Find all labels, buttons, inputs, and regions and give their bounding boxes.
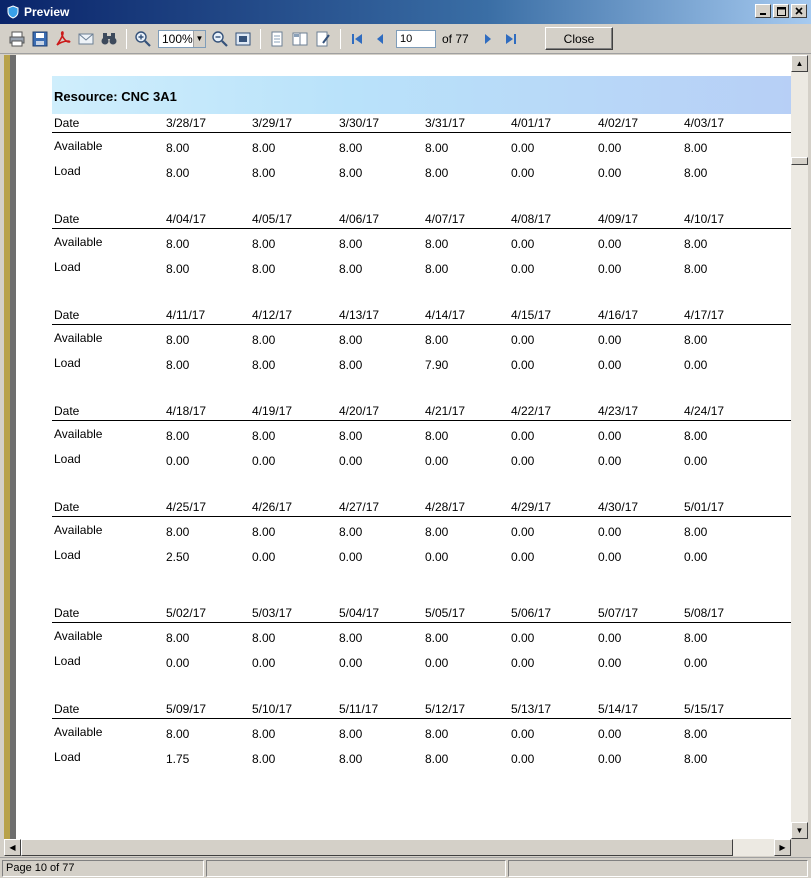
available-cell: 0.00 — [511, 631, 535, 645]
date-label: Date — [54, 404, 80, 418]
envelope-icon — [77, 30, 95, 48]
date-cell: 5/03/17 — [252, 606, 293, 620]
load-cell: 2.50 — [166, 550, 190, 564]
date-cell: 4/02/17 — [598, 116, 639, 130]
available-cell: 8.00 — [684, 141, 708, 155]
single-page-icon — [268, 30, 286, 48]
available-row — [52, 427, 791, 443]
maximize-icon — [777, 7, 786, 16]
vertical-scroll-thumb[interactable] — [791, 157, 808, 165]
date-cell: 4/05/17 — [252, 212, 293, 226]
date-label: Date — [54, 212, 80, 226]
load-label: Load — [54, 452, 81, 466]
date-cell: 4/19/17 — [252, 404, 293, 418]
available-cell: 8.00 — [166, 429, 190, 443]
load-row — [52, 356, 791, 372]
date-cell: 4/13/17 — [339, 308, 380, 322]
first-page-icon — [348, 30, 366, 48]
load-cell: 0.00 — [598, 752, 622, 766]
available-label: Available — [54, 629, 103, 643]
date-cell: 4/16/17 — [598, 308, 639, 322]
load-label: Load — [54, 548, 81, 562]
date-cell: 4/10/17 — [684, 212, 725, 226]
available-cell: 8.00 — [252, 727, 276, 741]
available-cell: 8.00 — [252, 525, 276, 539]
date-cell: 4/20/17 — [339, 404, 380, 418]
load-cell: 0.00 — [511, 752, 535, 766]
available-cell: 8.00 — [684, 429, 708, 443]
load-cell: 1.75 — [166, 752, 190, 766]
load-cell: 0.00 — [598, 550, 622, 564]
find-button[interactable] — [98, 28, 120, 50]
load-label: Load — [54, 750, 81, 764]
load-cell: 8.00 — [166, 166, 190, 180]
header-underline — [52, 622, 791, 623]
available-cell: 0.00 — [598, 237, 622, 251]
date-row — [52, 500, 791, 516]
available-cell: 8.00 — [252, 333, 276, 347]
date-cell: 5/05/17 — [425, 606, 466, 620]
date-cell: 4/21/17 — [425, 404, 466, 418]
available-cell: 8.00 — [252, 141, 276, 155]
load-label: Load — [54, 654, 81, 668]
load-cell: 0.00 — [425, 550, 449, 564]
available-label: Available — [54, 725, 103, 739]
load-row — [52, 164, 791, 180]
status-pane-right — [508, 860, 808, 877]
load-cell: 0.00 — [511, 550, 535, 564]
status-pane-middle — [206, 860, 506, 877]
load-cell: 0.00 — [166, 454, 190, 468]
date-cell: 4/23/17 — [598, 404, 639, 418]
fit-page-icon — [234, 30, 252, 48]
available-row — [52, 523, 791, 539]
date-cell: 4/17/17 — [684, 308, 725, 322]
last-page-button[interactable] — [500, 28, 522, 50]
available-cell: 0.00 — [598, 727, 622, 741]
load-cell: 8.00 — [339, 166, 363, 180]
first-page-button[interactable] — [346, 28, 368, 50]
load-cell: 0.00 — [252, 550, 276, 564]
date-row — [52, 116, 791, 132]
available-cell: 0.00 — [511, 141, 535, 155]
two-page-icon — [291, 30, 309, 48]
horizontal-scroll-thumb[interactable] — [21, 839, 733, 856]
date-cell: 4/03/17 — [684, 116, 725, 130]
date-cell: 3/29/17 — [252, 116, 293, 130]
header-underline — [52, 718, 791, 719]
date-label: Date — [54, 606, 80, 620]
date-row — [52, 404, 791, 420]
available-cell: 8.00 — [425, 631, 449, 645]
zoom-out-button[interactable] — [209, 28, 231, 50]
printer-icon — [8, 30, 26, 48]
chevron-down-icon[interactable]: ▼ — [193, 31, 205, 47]
date-cell: 5/04/17 — [339, 606, 380, 620]
date-cell: 3/30/17 — [339, 116, 380, 130]
date-cell: 4/28/17 — [425, 500, 466, 514]
date-cell: 4/01/17 — [511, 116, 552, 130]
date-cell: 3/28/17 — [166, 116, 207, 130]
date-cell: 4/09/17 — [598, 212, 639, 226]
load-cell: 0.00 — [339, 550, 363, 564]
next-page-icon — [479, 30, 497, 48]
date-cell: 4/27/17 — [339, 500, 380, 514]
header-underline — [52, 420, 791, 421]
load-cell: 8.00 — [252, 358, 276, 372]
load-cell: 0.00 — [511, 358, 535, 372]
available-cell: 0.00 — [598, 333, 622, 347]
next-page-button[interactable] — [477, 28, 499, 50]
previous-page-icon — [371, 30, 389, 48]
date-cell: 4/25/17 — [166, 500, 207, 514]
date-cell: 4/11/17 — [166, 308, 206, 322]
load-cell: 0.00 — [511, 262, 535, 276]
save-button[interactable] — [29, 28, 51, 50]
date-row — [52, 702, 791, 718]
date-cell: 5/10/17 — [252, 702, 293, 716]
date-cell: 4/30/17 — [598, 500, 639, 514]
date-cell: 4/04/17 — [166, 212, 207, 226]
available-row — [52, 331, 791, 347]
date-cell: 5/01/17 — [684, 500, 725, 514]
load-label: Load — [54, 164, 81, 178]
toolbar-separator — [340, 29, 341, 49]
header-underline — [52, 132, 791, 133]
binoculars-icon — [100, 30, 118, 48]
available-label: Available — [54, 235, 103, 249]
two-page-button[interactable] — [289, 28, 311, 50]
close-window-button[interactable] — [791, 4, 807, 18]
date-cell: 4/24/17 — [684, 404, 725, 418]
load-cell: 8.00 — [425, 166, 449, 180]
available-cell: 8.00 — [339, 429, 363, 443]
resource-header — [52, 76, 791, 114]
date-label: Date — [54, 500, 80, 514]
available-cell: 0.00 — [511, 237, 535, 251]
page-setup-button[interactable] — [312, 28, 334, 50]
load-cell: 0.00 — [252, 656, 276, 670]
floppy-disk-icon — [31, 30, 49, 48]
load-cell: 0.00 — [166, 656, 190, 670]
date-cell: 5/07/17 — [598, 606, 639, 620]
load-cell: 0.00 — [598, 262, 622, 276]
load-cell: 0.00 — [252, 454, 276, 468]
load-cell: 8.00 — [684, 166, 708, 180]
available-cell: 8.00 — [339, 237, 363, 251]
scrollbar-corner — [791, 839, 808, 856]
date-cell: 4/18/17 — [166, 404, 207, 418]
available-cell: 8.00 — [339, 631, 363, 645]
date-row — [52, 308, 791, 324]
available-cell: 0.00 — [598, 141, 622, 155]
date-cell: 5/02/17 — [166, 606, 207, 620]
zoom-select[interactable] — [158, 30, 206, 48]
email-button[interactable] — [75, 28, 97, 50]
available-cell: 8.00 — [166, 727, 190, 741]
available-label: Available — [54, 139, 103, 153]
load-cell: 0.00 — [684, 550, 708, 564]
maximize-button[interactable] — [773, 4, 789, 18]
load-row — [52, 654, 791, 670]
load-cell: 0.00 — [425, 656, 449, 670]
header-underline — [52, 324, 791, 325]
load-cell: 0.00 — [511, 656, 535, 670]
date-cell: 4/14/17 — [425, 308, 466, 322]
last-page-icon — [502, 30, 520, 48]
date-cell: 5/13/17 — [511, 702, 552, 716]
load-label: Load — [54, 260, 81, 274]
available-cell: 8.00 — [425, 727, 449, 741]
load-label: Load — [54, 356, 81, 370]
date-label: Date — [54, 308, 80, 322]
available-cell: 8.00 — [339, 525, 363, 539]
toolbar-separator — [260, 29, 261, 49]
date-label: Date — [54, 702, 80, 716]
available-cell: 8.00 — [684, 727, 708, 741]
header-underline — [52, 516, 791, 517]
load-row — [52, 750, 791, 766]
print-button[interactable] — [6, 28, 28, 50]
available-label: Available — [54, 427, 103, 441]
load-cell: 0.00 — [598, 454, 622, 468]
available-cell: 8.00 — [252, 631, 276, 645]
close-icon — [795, 7, 803, 15]
scroll-right-button[interactable]: ▶ — [774, 839, 791, 856]
date-cell: 5/12/17 — [425, 702, 466, 716]
vertical-scrollbar[interactable] — [791, 55, 808, 839]
load-cell: 0.00 — [425, 454, 449, 468]
load-cell: 0.00 — [511, 454, 535, 468]
zoom-value: 100% — [162, 31, 193, 46]
date-cell: 3/31/17 — [425, 116, 466, 130]
load-cell: 0.00 — [684, 656, 708, 670]
load-cell: 8.00 — [425, 752, 449, 766]
load-cell: 7.90 — [425, 358, 449, 372]
load-cell: 0.00 — [339, 454, 363, 468]
date-cell: 5/06/17 — [511, 606, 552, 620]
report-page — [16, 55, 791, 839]
load-cell: 8.00 — [339, 752, 363, 766]
available-cell: 8.00 — [425, 429, 449, 443]
available-cell: 8.00 — [339, 727, 363, 741]
load-cell: 0.00 — [339, 656, 363, 670]
single-page-button[interactable] — [266, 28, 288, 50]
available-cell: 8.00 — [425, 237, 449, 251]
available-label: Available — [54, 523, 103, 537]
available-row — [52, 725, 791, 741]
load-cell: 8.00 — [166, 262, 190, 276]
scroll-left-button[interactable]: ◀ — [4, 839, 21, 856]
available-cell: 8.00 — [166, 525, 190, 539]
close-button[interactable]: Close — [545, 27, 613, 50]
scroll-up-button[interactable]: ▲ — [791, 55, 808, 72]
available-row — [52, 139, 791, 155]
available-row — [52, 629, 791, 645]
page-number-input[interactable] — [396, 30, 436, 48]
date-cell: 4/06/17 — [339, 212, 380, 226]
load-cell: 8.00 — [684, 262, 708, 276]
date-cell: 4/26/17 — [252, 500, 293, 514]
load-cell: 0.00 — [511, 166, 535, 180]
date-cell: 4/08/17 — [511, 212, 552, 226]
page-setup-icon — [314, 30, 332, 48]
available-cell: 8.00 — [684, 237, 708, 251]
zoom-out-icon — [211, 30, 229, 48]
fit-page-button[interactable] — [232, 28, 254, 50]
toolbar — [0, 24, 811, 54]
available-cell: 8.00 — [339, 333, 363, 347]
load-cell: 8.00 — [252, 752, 276, 766]
date-cell: 4/15/17 — [511, 308, 552, 322]
load-row — [52, 452, 791, 468]
resource-title: Resource: CNC 3A1 — [54, 89, 177, 104]
date-row — [52, 606, 791, 622]
export-pdf-button[interactable] — [52, 28, 74, 50]
available-cell: 0.00 — [598, 525, 622, 539]
load-cell: 8.00 — [252, 262, 276, 276]
available-cell: 8.00 — [166, 141, 190, 155]
date-cell: 5/11/17 — [339, 702, 379, 716]
load-cell: 8.00 — [684, 752, 708, 766]
available-cell: 8.00 — [425, 525, 449, 539]
available-cell: 8.00 — [339, 141, 363, 155]
available-cell: 8.00 — [684, 631, 708, 645]
available-cell: 8.00 — [252, 237, 276, 251]
load-cell: 0.00 — [598, 166, 622, 180]
pdf-icon — [54, 30, 72, 48]
status-bar — [0, 857, 811, 878]
minimize-icon — [759, 7, 767, 15]
available-cell: 8.00 — [252, 429, 276, 443]
available-cell: 8.00 — [166, 631, 190, 645]
window-title: Preview — [24, 5, 70, 19]
available-cell: 0.00 — [598, 429, 622, 443]
date-cell: 5/15/17 — [684, 702, 725, 716]
load-cell: 0.00 — [684, 358, 708, 372]
available-cell: 8.00 — [425, 141, 449, 155]
date-cell: 4/07/17 — [425, 212, 466, 226]
toolbar-separator — [126, 29, 127, 49]
date-row — [52, 212, 791, 228]
zoom-in-icon — [134, 30, 152, 48]
load-cell: 0.00 — [684, 454, 708, 468]
available-cell: 8.00 — [166, 333, 190, 347]
load-row — [52, 260, 791, 276]
date-cell: 4/12/17 — [252, 308, 293, 322]
header-underline — [52, 228, 791, 229]
status-page-text: Page 10 of 77 — [2, 860, 204, 877]
date-label: Date — [54, 116, 80, 130]
load-cell: 8.00 — [252, 166, 276, 180]
available-cell: 0.00 — [511, 333, 535, 347]
load-cell: 0.00 — [598, 358, 622, 372]
date-cell: 4/29/17 — [511, 500, 552, 514]
available-cell: 8.00 — [166, 237, 190, 251]
available-cell: 0.00 — [511, 727, 535, 741]
horizontal-scrollbar[interactable] — [4, 839, 791, 856]
available-cell: 8.00 — [425, 333, 449, 347]
available-cell: 0.00 — [511, 429, 535, 443]
available-cell: 0.00 — [511, 525, 535, 539]
scroll-down-button[interactable]: ▼ — [791, 822, 808, 839]
load-cell: 8.00 — [339, 262, 363, 276]
zoom-in-button[interactable] — [132, 28, 154, 50]
date-cell: 5/09/17 — [166, 702, 207, 716]
app-shield-icon — [6, 5, 20, 19]
available-row — [52, 235, 791, 251]
load-row — [52, 548, 791, 564]
load-cell: 0.00 — [598, 656, 622, 670]
previous-page-button[interactable] — [369, 28, 391, 50]
available-label: Available — [54, 331, 103, 345]
load-cell: 8.00 — [425, 262, 449, 276]
minimize-button[interactable] — [755, 4, 771, 18]
date-cell: 4/22/17 — [511, 404, 552, 418]
available-cell: 8.00 — [684, 333, 708, 347]
date-cell: 5/14/17 — [598, 702, 639, 716]
date-cell: 5/08/17 — [684, 606, 725, 620]
available-cell: 8.00 — [684, 525, 708, 539]
page-count-label: of 77 — [442, 31, 469, 46]
load-cell: 8.00 — [339, 358, 363, 372]
title-bar — [0, 0, 811, 24]
available-cell: 0.00 — [598, 631, 622, 645]
load-cell: 8.00 — [166, 358, 190, 372]
